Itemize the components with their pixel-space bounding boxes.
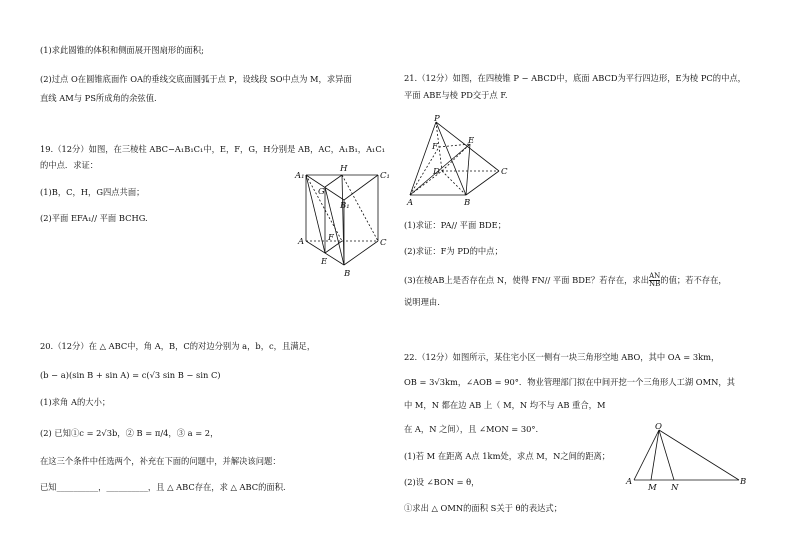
q21-part3-a: (3)在棱AB上是否存在点 N，使得 FN// 平面 BDE？若存在，求出 [404,275,650,285]
q20-question: 已知__________，__________，且 △ ABC存在，求 △ ABC的面积. [40,482,286,492]
label-H: H [340,164,348,174]
label-M: M [648,483,657,493]
q19-line1: 19.（12分）如图，在三棱柱 ABC−A₁B₁C₁中，E，F，G，H分别是 AB，AC，A₁B₁，A₁C₁ [40,144,386,154]
label-D: D [433,167,440,177]
q20-conditions: (2) 已知①c = 2√3b，② B = π/4，③ a = 2， [40,428,219,438]
q21-frac-num: AN [649,272,661,280]
q20-formula: (b − a)(sin B + sin A) = c(√3 sin B − sin C) [40,370,221,380]
q21-part3 [404,273,727,288]
label-O: O [655,422,662,432]
label-C: C [501,167,508,177]
q20-line1: 20.（12分）在 △ ABC中，角 A，B，C的对边分别为 a，b，c，且满足， [40,341,316,351]
q21-line2: 平面 ABE与棱 PD交于点 F. [404,90,508,100]
label-B: B [464,198,471,208]
q21-part1: (1)求证：PA// 平面 BDE； [404,220,507,230]
q21-part3-c: 说明理由. [404,297,440,307]
q22-line1: 22.（12分）如图所示，某住宅小区一侧有一块三角形空地 ABO，其中 OA = 3km， [404,352,720,362]
q21-fraction [649,273,660,288]
label-C1: C₁ [380,171,390,181]
label-B: B [740,477,747,487]
label-B1: B₁ [340,201,350,211]
label-A: A [407,198,414,208]
q18-part2-line2: 直线 AM与 PS所成角的余弦值. [40,93,157,103]
label-A1: A₁ [295,171,305,181]
q18-part1: (1)求此圆锥的体积和侧面展开图扇形的面积; [40,45,204,55]
q21-line1: 21.（12分）如图，在四棱锥 P − ABCD中，底面 ABCD为平行四边形，E为棱 PC的中点， [404,73,746,83]
label-G: G [318,187,325,197]
label-B: B [344,269,351,279]
label-E: E [321,257,328,267]
q22-part2-i: ①求出 △ OMN的面积 S关于 θ的表达式； [404,503,563,513]
q18-part2-line1: (2)过点 O在圆锥底面作 OA的垂线交底面圆弧于点 P，设线段 SO中点为 M，求异面 [40,74,352,84]
q22-line3: 中 M，N 都在边 AB 上（ M，N 均不与 AB 重合，M [404,400,606,410]
q22-part1: (1)若 M 在距离 A点 1km处，求点 M，N之间的距离； [404,451,611,461]
q21-part2: (2)求证：F为 PD的中点； [404,246,503,256]
label-E: E [468,136,475,146]
label-N: N [671,483,679,493]
pyramid-figure [404,116,514,206]
q22-line2: OB = 3√3km，∠AOB = 90°．物业管理部门拟在中间开挖一个三角形人工湖 OMN，其 [404,377,735,387]
label-A: A [626,477,633,487]
q19-part1: (1)B，C，H，G四点共面； [40,187,145,197]
label-C: C [380,238,387,248]
q21-frac-den: NB [649,280,661,288]
q22-line4: 在 A，N 之间），且 ∠MON = 30°. [404,424,539,434]
triangle-figure [624,424,764,494]
label-P: P [434,114,440,124]
prism-figure [292,160,402,280]
q20-instruction: 在这三个条件中任选两个，补充在下面的问题中，并解决该问题： [40,456,281,466]
label-F: F [432,142,438,152]
q20-part1: (1)求角 A的大小； [40,397,111,407]
q21-part3-b: 的值；若不存在， [660,275,727,285]
q19-part2: (2)平面 EFA₁// 平面 BCHG. [40,213,148,223]
label-F: F [328,233,334,243]
q22-part2: (2)设 ∠BON = θ， [404,477,480,487]
label-A: A [298,237,305,247]
q19-line2: 的中点．求证： [40,160,99,170]
